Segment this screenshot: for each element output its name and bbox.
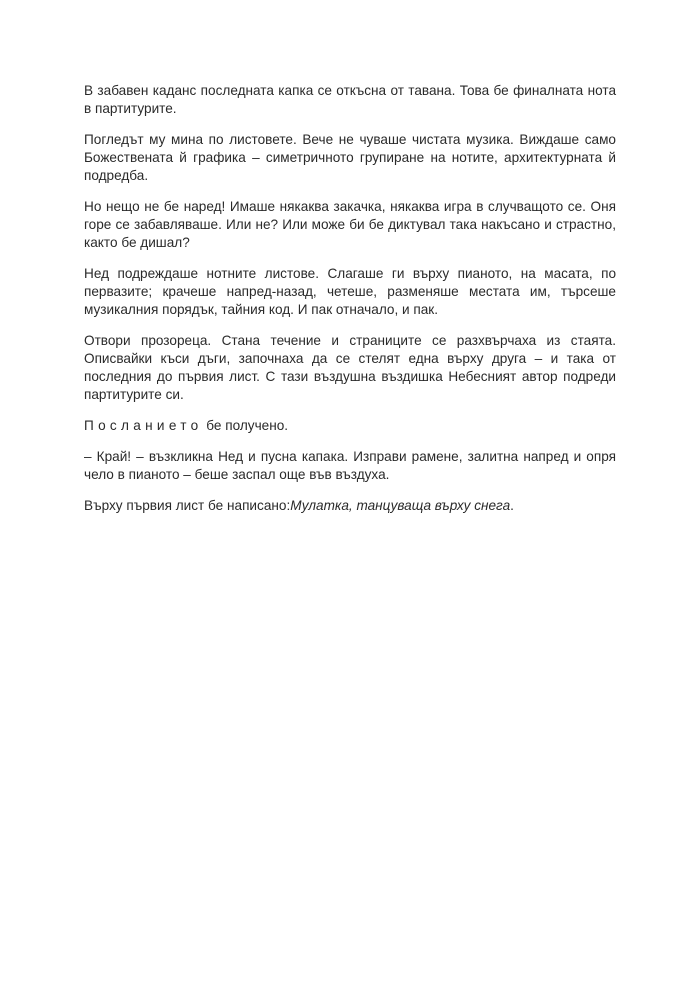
paragraph-5: Отвори прозореца. Стана течение и страниците се разхвърчаха из стаята. Описвайки къси дъги, започнаха да се стелят една върху друга – и така от последния до първия лист. С тази въздушна въздишка Небесният автор подреди партитурите си. — [84, 333, 616, 402]
final-prefix: Върху първия лист бе написано: — [84, 498, 291, 513]
paragraph-1: В забавен каданс последната капка се откъсна от тавана. Това бе финалната нота в партитурите. — [84, 83, 616, 116]
message-rest: бе получено. — [202, 418, 289, 433]
final-suffix: . — [510, 498, 514, 513]
paragraph-4: Нед подреждаше нотните листове. Слагаше ги върху пианото, на масата, по первазите; крачеше напред-назад, четеше, разменяше местата им, търсеше музикалния порядък, тайния код. И пак отначало, и пак. — [84, 266, 616, 317]
paragraph-2: Погледът му мина по листовете. Вече не чуваше чистата музика. Виждаше само Божествената й графика – симетричното групиране на нотите, архитектурната й подредба. — [84, 132, 616, 183]
exclamation-paragraph: – Край! – възкликна Нед и пусна капака. Изправи рамене, залитна напред и опря чело в пианото – беше заспал още във въздуха. — [84, 449, 616, 482]
paragraph-3: Но нещо не бе наред! Имаше някаква закачка, някаква игра в случващото се. Оня горе се забавляваше. Или не? Или може би бе диктувал така накъсано и страстно, както бе дишал? — [84, 199, 616, 250]
story-text — [84, 82, 616, 528]
message-spaced-word: Посланието — [84, 418, 203, 433]
message-paragraph — [84, 417, 616, 435]
final-title: Мулатка, танцуваща върху снега — [290, 498, 511, 513]
final-paragraph — [84, 497, 616, 515]
